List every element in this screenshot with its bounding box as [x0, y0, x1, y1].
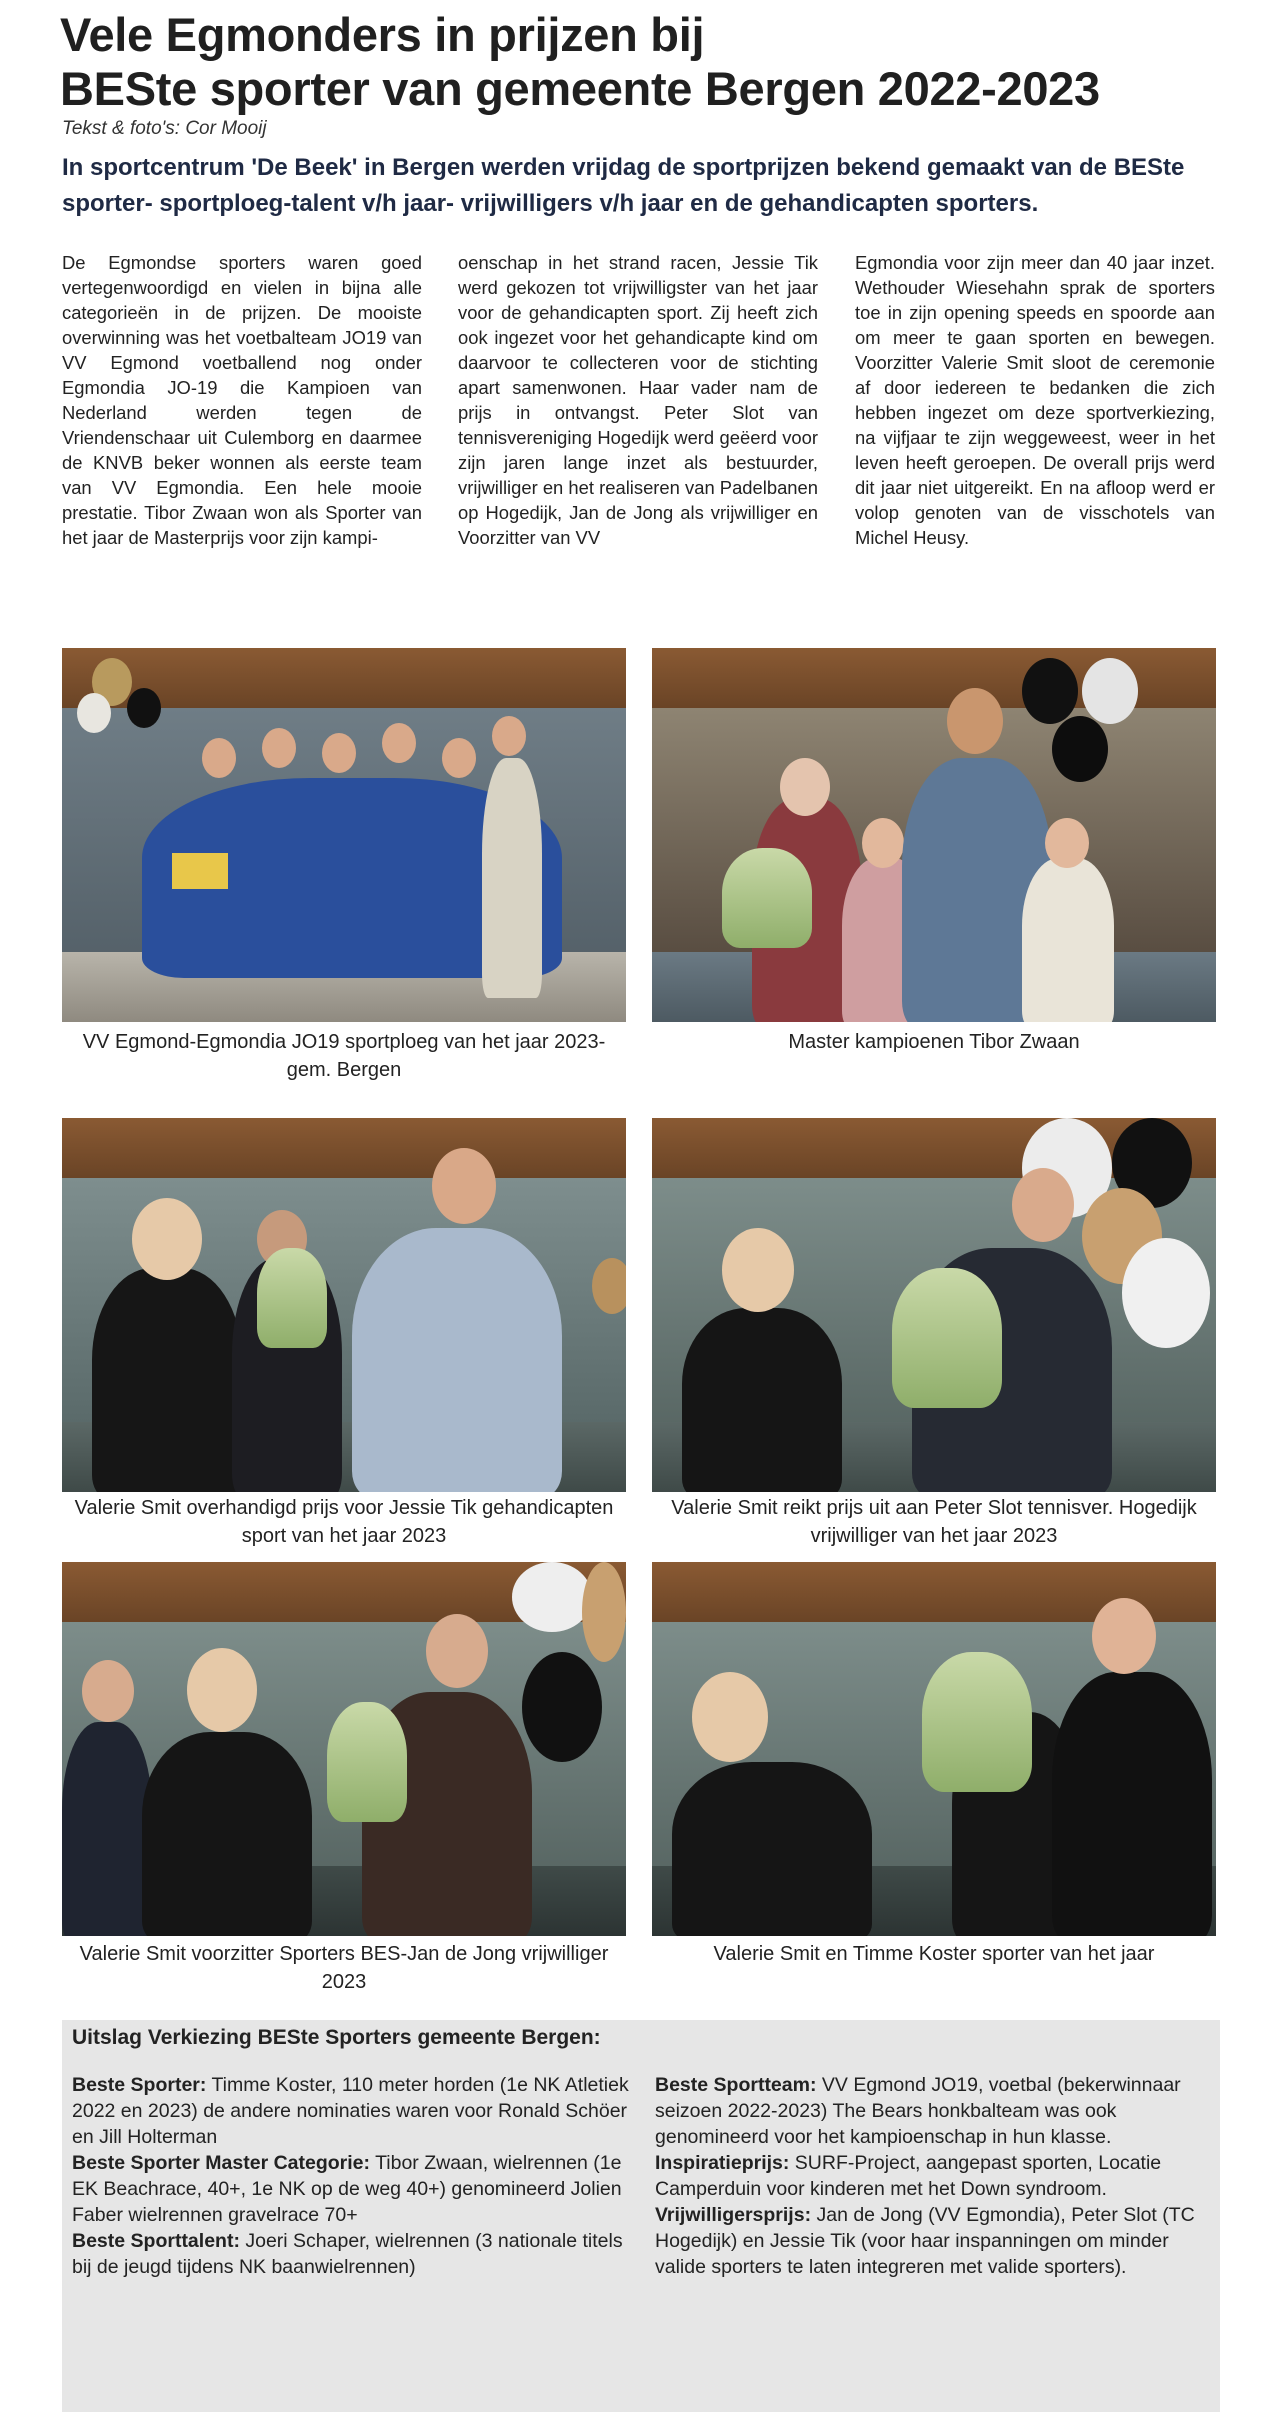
caption-photo-2: Master kampioenen Tibor Zwaan — [788, 1031, 1080, 1053]
results-box — [62, 2020, 1220, 2412]
body-column-3: Egmondia voor zijn meer dan 40 jaar inzet. Wethouder Wiesehahn sprak de sporters toe in zijn opening speeds en spoorde aan om meer te gaan sporten en bewegen. Voorzitter Valerie Smit sloot de ceremonie af door iedereen te bedanken die zich hebben ingezet om deze sportverkiezing, na vijfjaar te zijn weggeweest, weer in het leven heeft geroepen. De overall prijs werd dit jaar niet uitgereikt. En na afloop werd er volop genoten van de visschotels van Michel Heusy. — [855, 252, 1215, 548]
result-entry: Inspiratieprijs: SURF-Project, aangepast sporten, Locatie Camperduin voor kinderen met het Down syndroom. — [655, 2152, 1162, 2200]
lead-paragraph: In sportcentrum 'De Beek' in Bergen werden vrijdag de sportprijzen bekend gemaakt van de BESte sporter- sportploeg-talent v/h jaar- vrijwilligers v/h jaar en de gehandicapten sporters. — [62, 154, 1185, 217]
photo-team-jo19 — [62, 648, 626, 1022]
body-column-2: oenschap in het strand racen, Jessie Tik werd gekozen tot vrijwilligster van het jaar voor de gehandicapten sport. Zij heeft zich ook ingezet voor het gehandicapte kind om daarvoor te collecteren voor de stichting apart samenwonen. Haar vader nam de prijs in ontvangst. Peter Slot van tennisvereniging Hogedijk werd geëerd voor zijn jaren lange inzet als bestuurder, vrijwilliger en het realiseren van Padelbanen op Hogedijk, Jan de Jong als vrijwilliger en Voorzitter van VV — [458, 252, 818, 548]
photo-timme-koster-award — [652, 1562, 1216, 1936]
photo-tibor-zwaan — [652, 648, 1216, 1022]
caption-photo-1: VV Egmond-Egmondia JO19 sportploeg van het jaar 2023- gem. Bergen — [82, 1031, 606, 1081]
title-line-1: Vele Egmonders in prijzen bij — [60, 8, 705, 61]
result-entry: Beste Sportteam: VV Egmond JO19, voetbal (bekerwinnaar seizoen 2022-2023) The Bears honkbalteam was ook genomineerd voor het kampioenschap in hun klasse. — [655, 2074, 1181, 2148]
photo-jessie-tik-award — [62, 1118, 626, 1492]
caption-photo-3: Valerie Smit overhandigd prijs voor Jessie Tik gehandicapten sport van het jaar 2023 — [74, 1497, 614, 1547]
photo-credit: Tekst & foto's: Cor Mooij — [62, 118, 267, 139]
title-line-2: BESte sporter van gemeente Bergen 2022-2023 — [60, 62, 1100, 115]
results-left-column — [72, 2072, 632, 2280]
result-entry: Vrijwilligersprijs: Jan de Jong (VV Egmondia), Peter Slot (TC Hogedijk) en Jessie Tik (voor haar inspanningen om minder valide sporters te laten integreren met valide sporters). — [655, 2204, 1195, 2278]
article-title — [60, 8, 1220, 116]
article-body — [62, 250, 1220, 640]
photo-jan-de-jong-award — [62, 1562, 626, 1936]
photo-peter-slot-award — [652, 1118, 1216, 1492]
caption-photo-4: Valerie Smit reikt prijs uit aan Peter Slot tennisver. Hogedijk vrijwilliger van het jaar 2023 — [671, 1497, 1197, 1547]
caption-photo-6: Valerie Smit en Timme Koster sporter van het jaar — [713, 1943, 1155, 1965]
results-title: Uitslag Verkiezing BESte Sporters gemeente Bergen: — [72, 2026, 601, 2049]
results-right-column — [655, 2072, 1215, 2280]
caption-photo-5: Valerie Smit voorzitter Sporters BES-Jan de Jong vrijwilliger 2023 — [79, 1943, 609, 1993]
result-entry: Beste Sporttalent: Joeri Schaper, wielrennen (3 nationale titels bij de jeugd tijdens NK baanwielrennen) — [72, 2230, 623, 2278]
result-entry: Beste Sporter Master Categorie: Tibor Zwaan, wielrennen (1e EK Beachrace, 40+, 1e NK op de weg 40+) genomineerd Jolien Faber wielrennen gravelrace 70+ — [72, 2152, 622, 2226]
body-column-1: De Egmondse sporters waren goed vertegenwoordigd en vielen in bijna alle categorieën in de prijzen. De mooiste overwinning was het voetbalteam JO19 van VV Egmond voetballend nog onder Egmondia JO-19 die Kampioen van Nederland werden tegen de Vriendenschaar uit Culemborg en daarmee de KNVB beker wonnen als eerste team van VV Egmondia. Een hele mooie prestatie. Tibor Zwaan won als Sporter van het jaar de Masterprijs voor zijn kampi- — [62, 252, 422, 548]
result-entry: Beste Sporter: Timme Koster, 110 meter horden (1e NK Atletiek 2022 en 2023) de andere nominaties waren voor Ronald Schöer en Jill Holterman — [72, 2074, 629, 2148]
